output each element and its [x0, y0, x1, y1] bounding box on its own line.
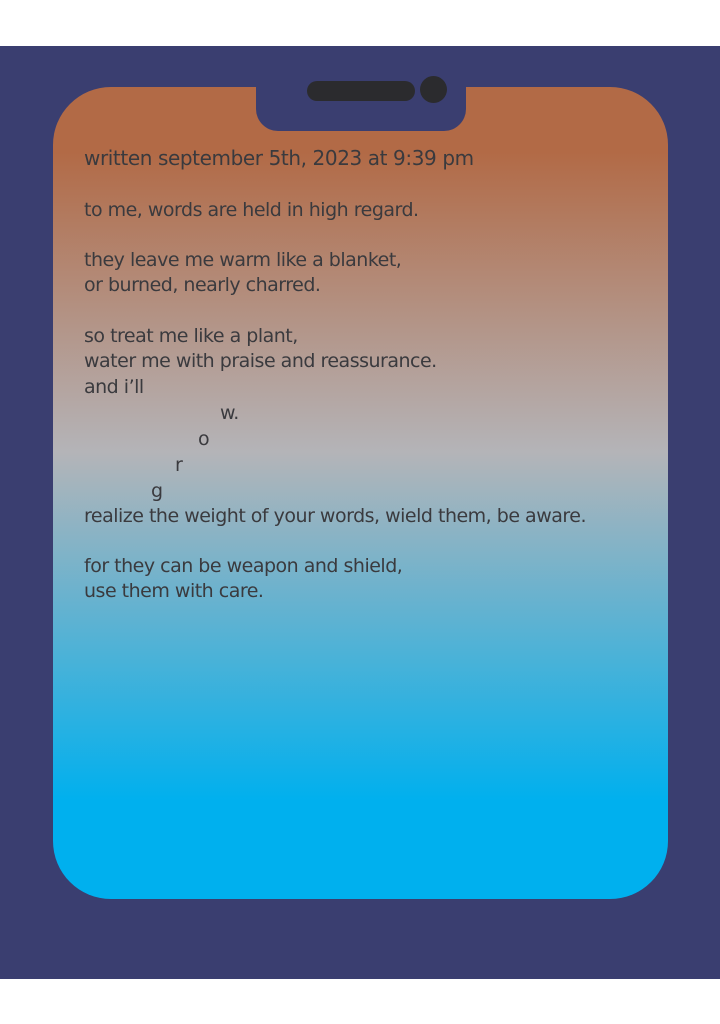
- poem-line: and i’ll: [84, 376, 144, 398]
- front-camera-icon: [420, 76, 447, 103]
- poem-line: use them with care.: [84, 580, 264, 602]
- poem-line: for they can be weapon and shield,: [84, 555, 403, 577]
- poem-letter-g: g: [151, 480, 163, 502]
- poem-line: realize the weight of your words, wield them, be aware.: [84, 505, 586, 527]
- poem-line: so treat me like a plant,: [84, 325, 298, 347]
- poem-letter-o: o: [198, 428, 210, 450]
- poem-line: or burned, nearly charred.: [84, 274, 321, 296]
- poem-letter-w: w.: [220, 402, 239, 424]
- poem-line: to me, words are held in high regard.: [84, 199, 419, 221]
- note-date: written september 5th, 2023 at 9:39 pm: [84, 146, 474, 170]
- poem-line: water me with praise and reassurance.: [84, 350, 437, 372]
- poem-line: they leave me warm like a blanket,: [84, 249, 402, 271]
- speaker-grille-icon: [307, 81, 415, 101]
- poem-letter-r: r: [175, 454, 183, 476]
